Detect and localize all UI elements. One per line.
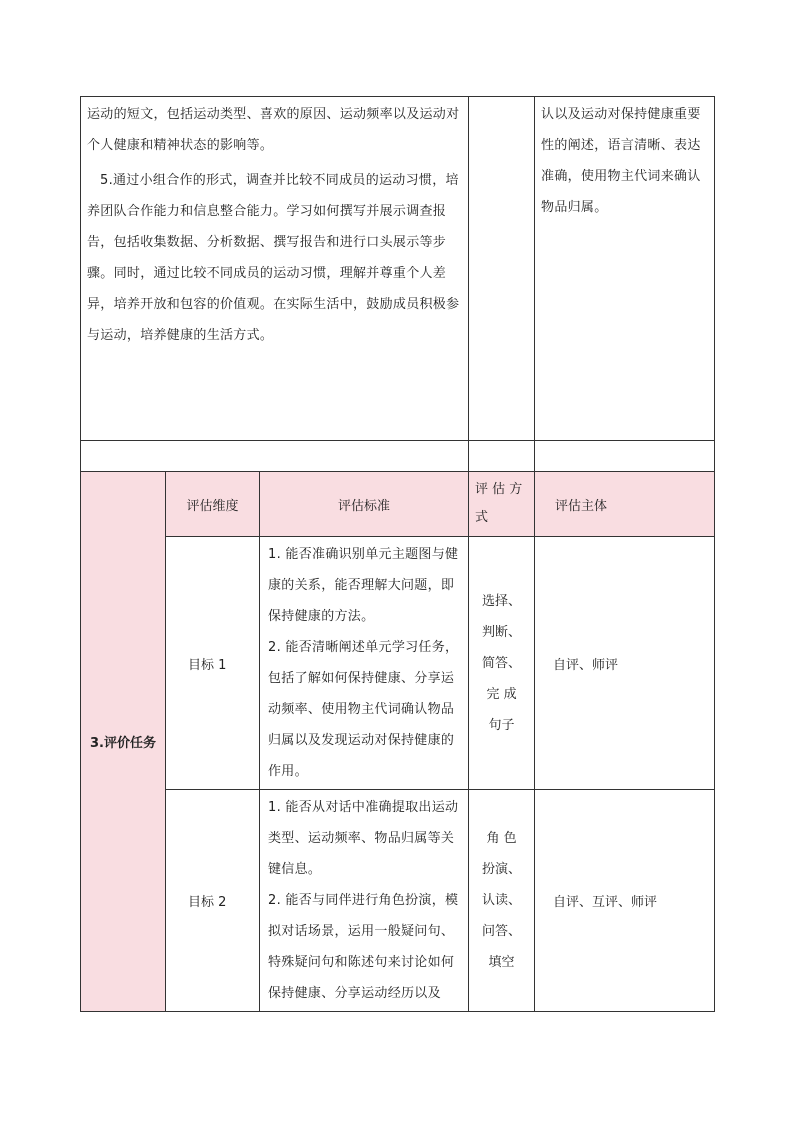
table-row [81,790,715,1012]
criteria-item: 1. 能否从对话中准确提取出运动类型、运动频率、物品归属等关键信息。 [268,800,459,877]
continuation-row [81,97,715,441]
header-dimension: 评估维度 [166,472,260,537]
empty-cell [535,441,715,472]
criteria-cell [260,537,469,790]
subject-cell: 自评、互评、师评 [535,790,715,1012]
content-cell [81,97,469,441]
table-row [81,537,715,790]
empty-row [81,441,715,472]
method-line: 判断、 [482,624,522,640]
method-cell [469,790,535,1012]
criteria-cell [260,790,469,1012]
method-line: 选择、 [482,593,522,609]
criteria-item: 1. 能否准确识别单元主题图与健康的关系，能否理解大问题，即保持健康的方法。 [268,547,459,624]
empty-cell [81,441,469,472]
evaluation-header-row [81,472,715,537]
subject-cell: 自评、师评 [535,537,715,790]
method-line: 角 色 [486,831,517,846]
criteria-item: 2. 能否清晰阐述单元学习任务，包括了解如何保持健康、分享运动频率、使用物主代词确认物品归属以及发现运动对保持健康的作用。 [268,640,459,779]
content-paragraph: 5.通过小组合作的形式，调查并比较不同成员的运动习惯，培养团队合作能力和信息整合能力。学习如何撰写并展示调查报告，包括收集数据、分析数据、撰写报告和进行口头展示等步骤。同时，通过比较不同成员的运动习惯，理解并尊重个人差异，培养开放和包容的价值观。在实际生活中，鼓励成员积极参与运动，培养健康的生活方式。 [87,173,460,343]
method-line: 完 成 [486,686,517,702]
header-subject: 评估主体 [535,472,715,537]
method-line: 简答、 [482,655,522,671]
right-note-cell [535,97,715,441]
goal-label: 目标 2 [166,790,260,1012]
method-line: 填空 [488,955,515,970]
method-line: 句子 [488,717,515,733]
method-cell [469,537,535,790]
goal-label: 目标 1 [166,537,260,790]
method-line: 问答、 [482,924,522,939]
method-line: 扮演、 [482,862,522,877]
header-method: 评 估 方 式 [469,472,535,537]
lesson-plan-table [80,96,715,1012]
method-line: 认读、 [482,893,522,908]
criteria-item: 2. 能否与同伴进行角色扮演，模拟对话场景，运用一般疑问句、特殊疑问句和陈述句来讨论如何保持健康、分享运动经历以及 [268,893,459,1001]
right-note-text: 认以及运动对保持健康重要性的阐述，语言清晰、表达准确，使用物主代词来确认物品归属。 [541,107,701,215]
empty-cell [469,97,535,441]
empty-cell [469,441,535,472]
section-label: 3.评价任务 [81,472,166,1012]
content-paragraph: 运动的短文，包括运动类型、喜欢的原因、运动频率以及运动对个人健康和精神状态的影响等。 [87,107,460,153]
header-criteria: 评估标准 [260,472,469,537]
